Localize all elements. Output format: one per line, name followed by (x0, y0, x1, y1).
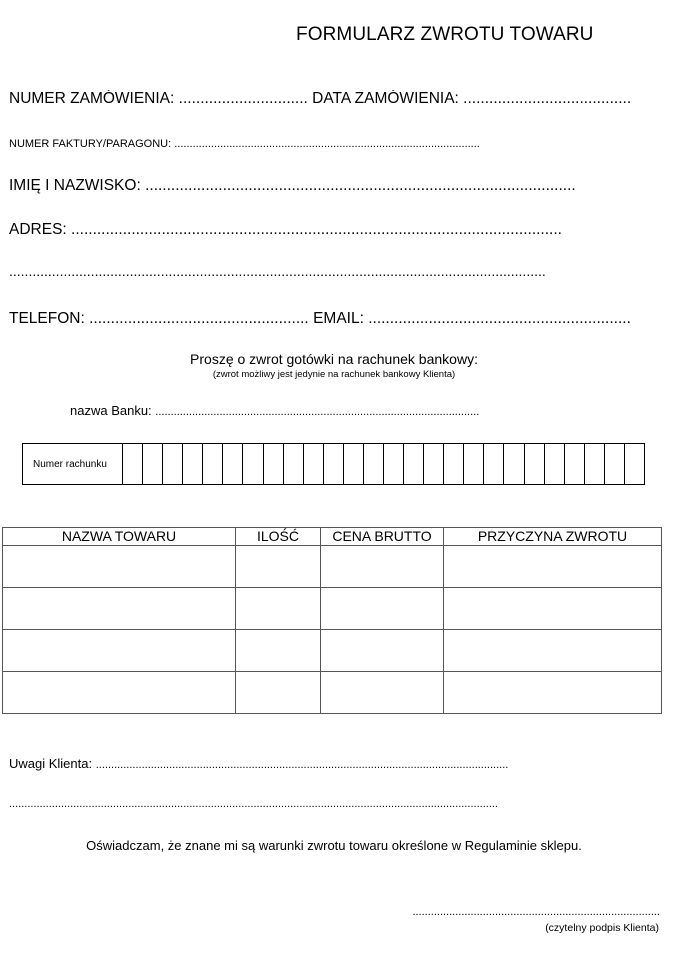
table-row (3, 630, 662, 672)
account-digit-cell[interactable] (344, 444, 364, 484)
contact-row (9, 310, 655, 328)
account-digit-cell[interactable] (243, 444, 263, 484)
account-digit-cell[interactable] (264, 444, 284, 484)
statement-text: Oświadczam, że znane mi są warunki zwrotu towaru określone w Regulaminie sklepu. (86, 838, 582, 853)
quantity-cell[interactable] (236, 588, 321, 630)
order-date-field[interactable]: ....................................... (463, 90, 632, 107)
account-digit-cell[interactable] (444, 444, 464, 484)
reason-cell[interactable] (444, 630, 662, 672)
reason-cell[interactable] (444, 588, 662, 630)
reason-cell[interactable] (444, 672, 662, 714)
notes-field[interactable]: ....................................................................................................................................... (95, 759, 509, 771)
name-field[interactable]: .................................................................................................... (145, 177, 576, 194)
goods-table (2, 527, 662, 714)
price-cell[interactable] (321, 672, 444, 714)
table-row (3, 672, 662, 714)
account-digit-cell[interactable] (625, 444, 644, 484)
notes-line2-field[interactable]: ................................................................................................................................................................ (9, 798, 498, 810)
account-digit-cell[interactable] (284, 444, 304, 484)
account-digit-cell[interactable] (163, 444, 183, 484)
notes-label: Uwagi Klienta: (9, 756, 93, 771)
account-number-box (22, 443, 645, 485)
address-row (9, 221, 655, 239)
account-digit-cell[interactable] (324, 444, 344, 484)
refund-note-text: (zwrot możliwy jest jedynie na rachunek bankowy Klienta) (212, 369, 456, 380)
account-number-label: Numer rachunku (23, 444, 123, 484)
bank-field[interactable]: .......................................................................................................... (155, 406, 480, 418)
name-cell[interactable] (3, 588, 236, 630)
column-header-quantity: ILOŚĆ (236, 528, 321, 546)
account-digit-cell[interactable] (545, 444, 565, 484)
name-label: IMIĘ I NAZWISKO: (9, 177, 141, 194)
column-header-reason: PRZYCZYNA ZWROTU (444, 528, 662, 546)
order-date-label: DATA ZAMÓWIENIA: (312, 90, 459, 107)
table-row (3, 588, 662, 630)
account-number-cells[interactable] (123, 444, 644, 484)
account-digit-cell[interactable] (585, 444, 605, 484)
price-cell[interactable] (321, 546, 444, 588)
address-label: ADRES: (9, 221, 67, 238)
account-digit-cell[interactable] (203, 444, 223, 484)
phone-label: TELEFON: (9, 310, 85, 327)
order-number-field[interactable]: .............................. (178, 90, 308, 107)
address-field[interactable]: .................................................................................................................. (71, 221, 562, 238)
bank-row (70, 403, 600, 418)
account-digit-cell[interactable] (143, 444, 163, 484)
account-digit-cell[interactable] (123, 444, 143, 484)
order-number-label: NUMER ZAMÓWIENIA: (9, 90, 175, 107)
price-cell[interactable] (321, 588, 444, 630)
name-row (9, 177, 655, 195)
goods-table-header (3, 528, 662, 546)
account-digit-cell[interactable] (424, 444, 444, 484)
invoice-row (9, 138, 655, 150)
quantity-cell[interactable] (236, 630, 321, 672)
account-digit-cell[interactable] (464, 444, 484, 484)
account-digit-cell[interactable] (223, 444, 243, 484)
account-digit-cell[interactable] (404, 444, 424, 484)
account-digit-cell[interactable] (304, 444, 324, 484)
signature-caption: (czytelny podpis Klienta) (545, 922, 659, 934)
price-cell[interactable] (321, 630, 444, 672)
email-label: EMAIL: (313, 310, 364, 327)
address-line2-field[interactable]: .......................................................................................................................................... (9, 263, 546, 279)
phone-field[interactable]: ................................................... (89, 310, 309, 327)
account-digit-cell[interactable] (364, 444, 384, 484)
column-header-price: CENA BRUTTO (321, 528, 444, 546)
column-header-name: NAZWA TOWARU (3, 528, 236, 546)
account-digit-cell[interactable] (525, 444, 545, 484)
order-row (9, 90, 654, 108)
name-cell[interactable] (3, 546, 236, 588)
quantity-cell[interactable] (236, 672, 321, 714)
bank-label: nazwa Banku: (70, 403, 152, 418)
account-digit-cell[interactable] (504, 444, 524, 484)
account-digit-cell[interactable] (565, 444, 585, 484)
quantity-cell[interactable] (236, 546, 321, 588)
reason-cell[interactable] (444, 546, 662, 588)
form-title: FORMULARZ ZWROTU TOWARU (296, 24, 594, 45)
table-row (3, 546, 662, 588)
email-field[interactable]: ............................................................. (368, 310, 631, 327)
invoice-field[interactable]: .................................................................................................... (174, 138, 480, 150)
account-digit-cell[interactable] (183, 444, 203, 484)
name-cell[interactable] (3, 672, 236, 714)
signature-field[interactable]: ................................................................................. (412, 906, 660, 918)
notes-row (9, 756, 657, 771)
account-digit-cell[interactable] (605, 444, 625, 484)
refund-request-text: Proszę o zwrot gotówki na rachunek bankowy: (190, 351, 478, 367)
account-digit-cell[interactable] (484, 444, 504, 484)
account-digit-cell[interactable] (384, 444, 404, 484)
invoice-label: NUMER FAKTURY/PARAGONU: (9, 138, 172, 150)
name-cell[interactable] (3, 630, 236, 672)
